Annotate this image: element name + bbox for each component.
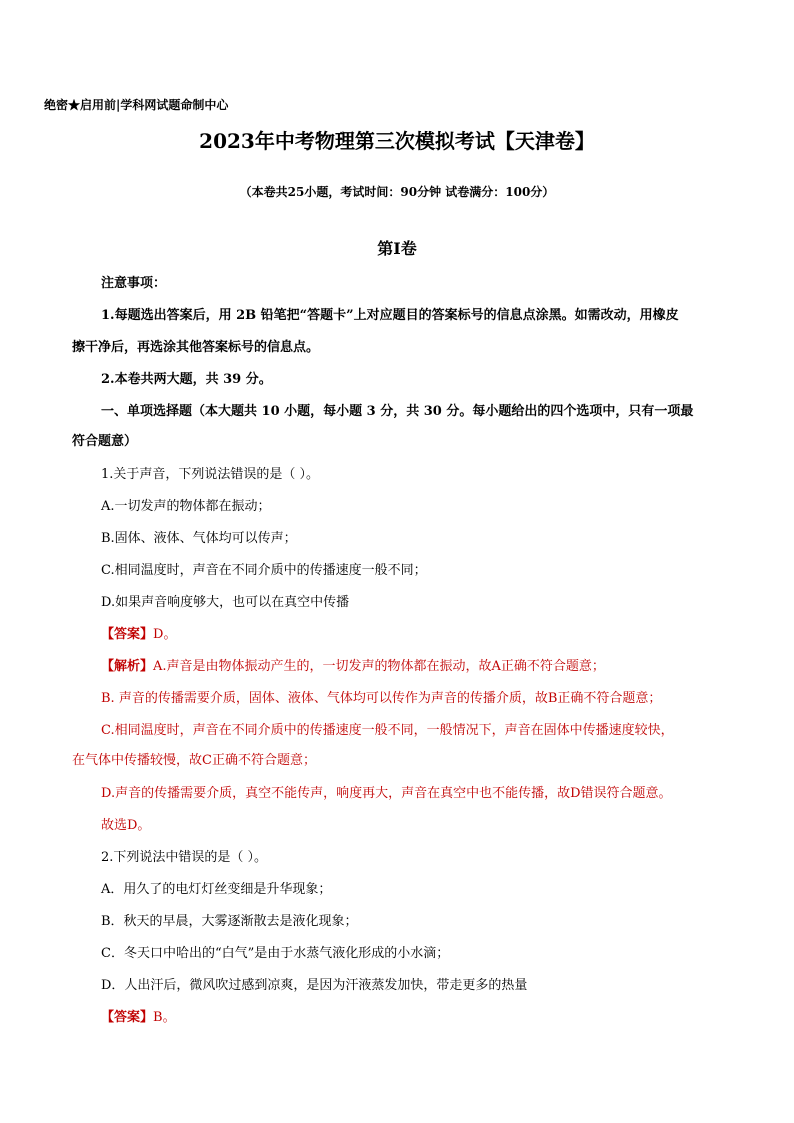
- q2-option-b: B．秋天的早晨，大雾逐渐散去是液化现象；: [101, 914, 358, 929]
- q2-answer: [101, 1009, 724, 1027]
- q1-answer: [101, 626, 724, 644]
- q2-option-a: A．用久了的电灯灯丝变细是升华现象；: [101, 882, 332, 897]
- q1-conclusion: 故选D。: [101, 818, 151, 833]
- analysis-label: 【解析】: [101, 659, 154, 674]
- q1-option-b: B.固体、液体、气体均可以传声；: [101, 531, 297, 546]
- answer-value: B。: [153, 1010, 176, 1025]
- notes-item-1-line-2: 擦干净后，再选涂其他答案标号的信息点。: [72, 340, 320, 355]
- notes-item-1-line-1: 1.每题选出答案后，用 2B 铅笔把“答题卡”上对应题目的答案标号的信息点涂黑。如需改动，用橡皮: [101, 308, 679, 323]
- notes-heading: 注意事项：: [101, 276, 167, 291]
- notes-item-2: 2.本卷共两大题，共 39 分。: [101, 372, 272, 387]
- q1-analysis-c-line-2: 在气体中传播较慢，故C正确不符合题意；: [72, 753, 316, 768]
- answer-label: 【答案】: [101, 627, 154, 642]
- q1-analysis-b: B. 声音的传播需要介质，固体、液体、气体均可以传作为声音的传播介质，故B正确不符合题意；: [101, 691, 662, 706]
- q1-option-c: C.相同温度时，声音在不同介质中的传播速度一般不同；: [101, 563, 427, 578]
- q1-option-d: D.如果声音响度够大，也可以在真空中传播: [101, 595, 350, 610]
- volume-title: 第Ⅰ卷: [377, 239, 417, 258]
- answer-label: 【答案】: [101, 1010, 154, 1025]
- q1-analysis-a: [101, 658, 724, 676]
- analysis-text-a: A.声音是由物体振动产生的，一切发声的物体都在振动，故A正确不符合题意；: [153, 659, 605, 674]
- exam-title: 2023年中考物理第三次模拟考试【天津卷】: [199, 129, 595, 153]
- q1-option-a: A.一切发声的物体都在振动；: [101, 499, 271, 514]
- section-1-heading-line-1: 一、单项选择题（本大题共 10 小题，每小题 3 分，共 30 分。每小题给出的四个选项中，只有一项最: [101, 404, 694, 419]
- q2-stem: 2.下列说法中错误的是（ ）。: [101, 850, 268, 865]
- exam-subtitle: （本卷共25小题，考试时间：90分钟 试卷满分：100分）: [239, 185, 555, 199]
- section-1-heading-line-2: 符合题意）: [72, 434, 138, 449]
- q1-stem: 1.关于声音，下列说法错误的是（ ）。: [101, 467, 320, 482]
- q2-option-c: C．冬天口中哈出的“白气”是由于水蒸气液化形成的小水滴；: [101, 946, 450, 961]
- secret-mark: 绝密★启用前|学科网试题命制中心: [44, 98, 229, 112]
- q1-analysis-d: D.声音的传播需要介质，真空不能传声，响度再大，声音在真空中也不能传播，故D错误符合题意。: [101, 786, 672, 801]
- answer-value: D。: [153, 627, 177, 642]
- q2-option-d: D．人出汗后，微风吹过感到凉爽，是因为汗液蒸发加快，带走更多的热量: [101, 978, 528, 993]
- q1-analysis-c-line-1: C.相同温度时，声音在不同介质中的传播速度一般不同，一般情况下，声音在固体中传播速度较快，: [101, 723, 674, 738]
